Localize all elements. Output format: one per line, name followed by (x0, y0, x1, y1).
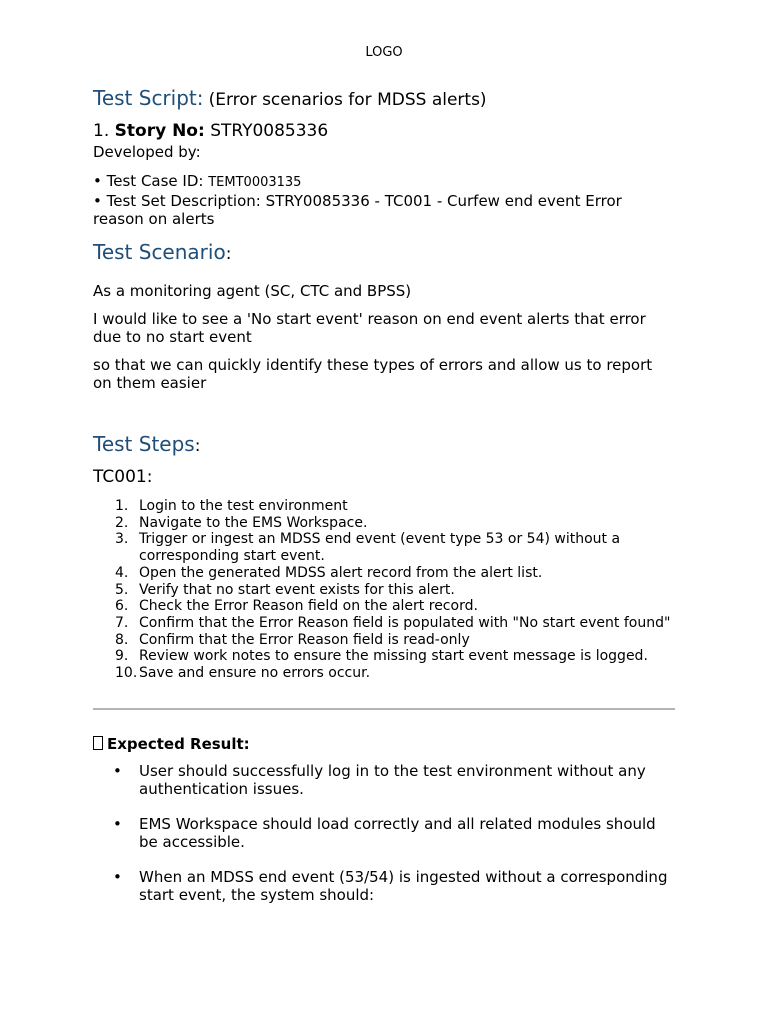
step-item (93, 498, 675, 515)
expected-result-heading (93, 734, 675, 754)
bullet-icon: • (93, 192, 102, 210)
test-scenario-heading (93, 240, 675, 266)
story-value: STRY0085336 (210, 121, 329, 141)
step-number: 9. (115, 648, 129, 665)
step-number: 1. (115, 498, 129, 514)
bullet-icon: • (113, 867, 122, 886)
step-text: Login to the test environment (139, 498, 348, 514)
test-script-heading (93, 86, 675, 112)
step-text: Open the generated MDSS alert record from the alert list. (139, 564, 543, 581)
expected-result-text: When an MDSS end event (53/54) is ingested without a corresponding start event, the system should: (139, 867, 668, 904)
test-case-label: TC001: (93, 467, 153, 487)
test-case-id-line (93, 172, 675, 192)
expected-result-text: EMS Workspace should load correctly and all related modules should be accessible. (139, 814, 656, 851)
test-set-description-value: STRY0085336 - TC001 - Curfew end event Error reason on alerts (93, 192, 622, 228)
story-line (93, 120, 675, 142)
step-item (93, 582, 675, 599)
story-number: 1. (93, 121, 110, 141)
step-item (93, 565, 675, 582)
expected-result-label: Expected Result: (107, 734, 250, 753)
step-item (93, 615, 675, 632)
step-number: 5. (115, 581, 129, 598)
step-text: Trigger or ingest an MDSS end event (event type 53 or 54) without a corresponding start event. (139, 531, 621, 565)
test-steps-colon: : (194, 436, 201, 456)
step-number: 3. (115, 531, 129, 548)
step-text: Confirm that the Error Reason field is read-only (139, 631, 470, 648)
test-set-description-line (93, 192, 675, 228)
scenario-line-1: As a monitoring agent (SC, CTC and BPSS) (93, 282, 412, 300)
test-script-title: (Error scenarios for MDSS alerts) (208, 90, 487, 110)
step-number: 2. (115, 514, 129, 531)
step-number: 8. (115, 631, 129, 648)
expected-result-item (93, 868, 675, 904)
bullet-icon: • (113, 761, 122, 780)
scenario-line-2: I would like to see a 'No start event' reason on end event alerts that error due to no start event (93, 310, 646, 346)
step-item (93, 632, 675, 649)
expected-result-item (93, 762, 675, 798)
bullet-icon: • (93, 172, 102, 190)
step-item (93, 665, 675, 682)
step-number: 6. (115, 598, 129, 615)
step-item (93, 515, 675, 532)
step-text: Save and ensure no errors occur. (139, 665, 371, 682)
step-number: 7. (115, 614, 129, 631)
test-steps-heading (93, 432, 675, 458)
logo-placeholder: LOGO (365, 45, 403, 60)
test-steps-label: Test Steps (93, 432, 195, 456)
missing-glyph-box-icon (93, 736, 103, 750)
step-text: Navigate to the EMS Workspace. (139, 514, 368, 531)
test-case-id-value: TEMT0003135 (208, 175, 302, 190)
expected-result-text: User should successfully log in to the test environment without any authentication issues. (139, 761, 646, 798)
test-steps-list (93, 498, 675, 682)
developed-by: Developed by: (93, 143, 201, 161)
test-scenario-label: Test Scenario (93, 240, 226, 264)
document-body (93, 86, 675, 921)
test-scenario-colon: : (225, 244, 232, 264)
step-item (93, 648, 675, 665)
step-item (93, 598, 675, 615)
test-script-label: Test Script: (93, 86, 204, 110)
expected-result-item (93, 815, 675, 851)
test-set-description-label: Test Set Description: (106, 192, 261, 210)
bullet-icon: • (113, 814, 122, 833)
step-number: 4. (115, 564, 129, 581)
story-label: Story No: (114, 121, 205, 141)
step-text: Review work notes to ensure the missing start event message is logged. (139, 648, 648, 665)
step-item (93, 531, 675, 564)
step-number: 10. (115, 665, 138, 682)
expected-results-list (93, 762, 675, 904)
test-case-id-label: Test Case ID: (106, 172, 204, 190)
step-text: Check the Error Reason field on the alert record. (139, 598, 478, 615)
step-text: Confirm that the Error Reason field is populated with "No start event found" (139, 614, 671, 631)
step-text: Verify that no start event exists for this alert. (139, 581, 455, 598)
section-divider (93, 708, 675, 710)
scenario-line-3: so that we can quickly identify these types of errors and allow us to report on them easier (93, 356, 653, 392)
